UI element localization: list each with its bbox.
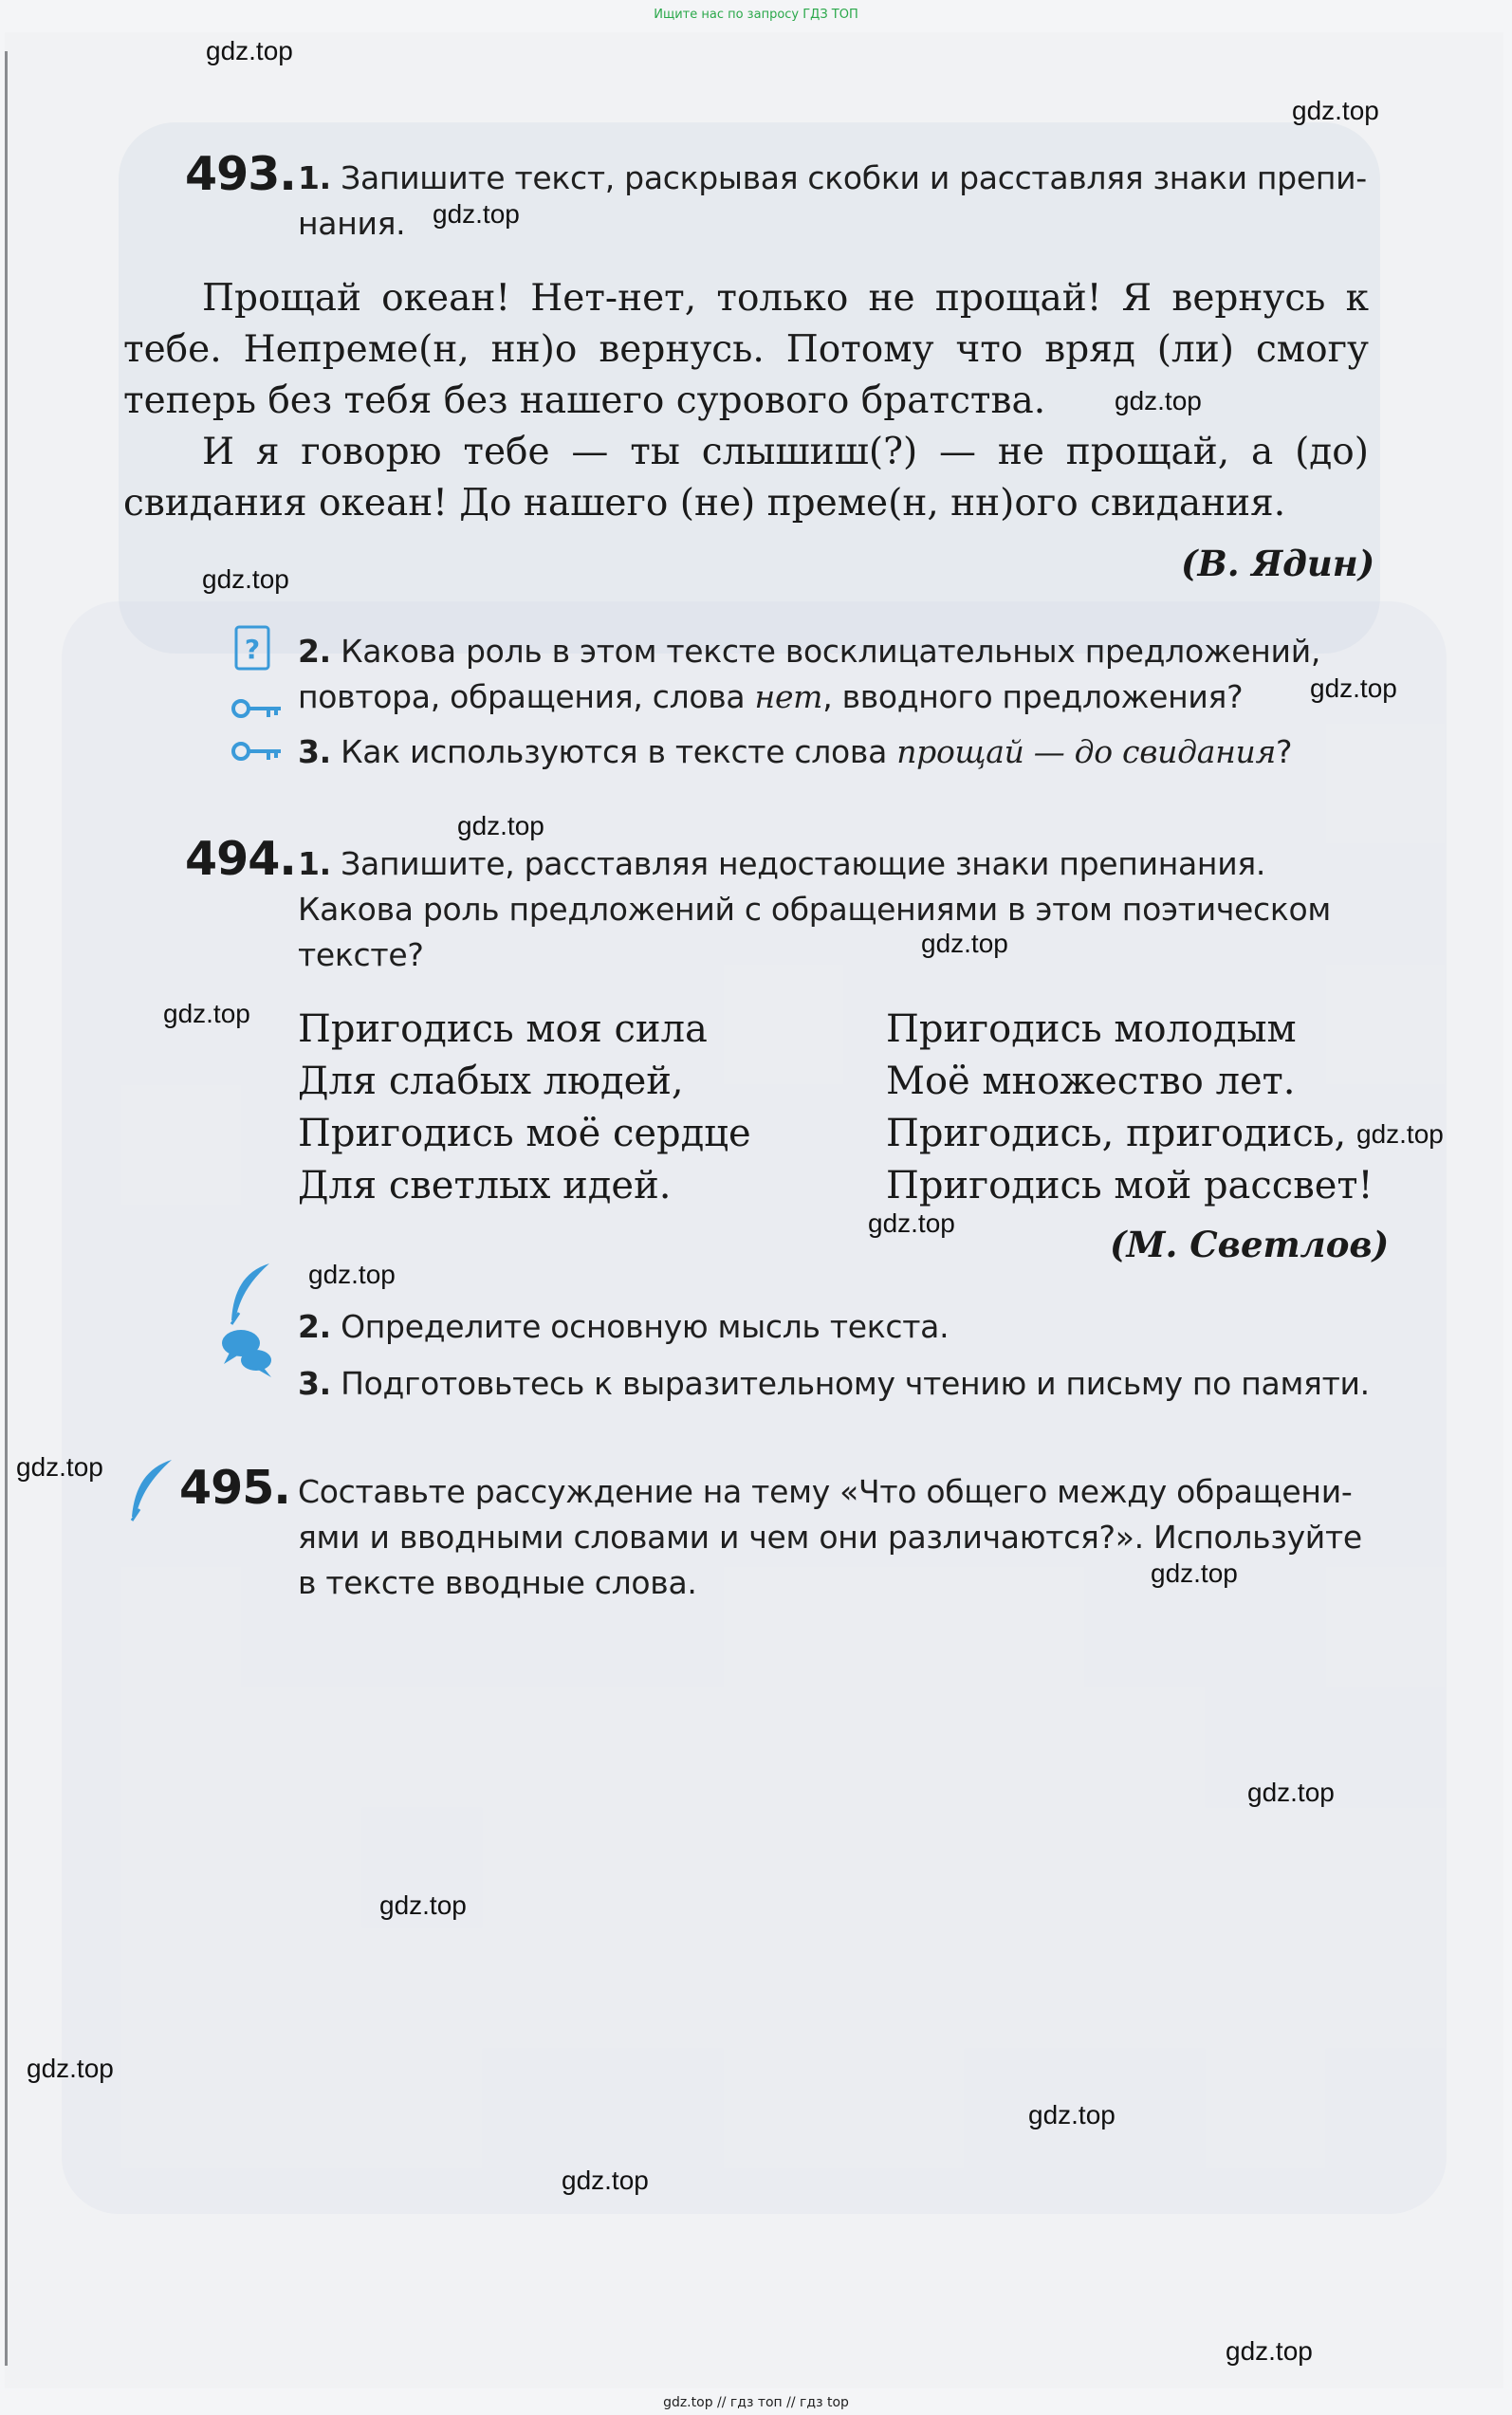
watermark[interactable]: gdz.top <box>308 1260 396 1289</box>
task-text: Как используются в тексте слова <box>341 733 897 770</box>
task-text: нания. <box>298 205 406 242</box>
exercise-number: 494. <box>185 832 296 886</box>
task-text: Запишите текст, раскрывая скобки и расставляя знаки препи- <box>341 159 1367 196</box>
watermark[interactable]: gdz.top <box>868 1208 955 1238</box>
watermark[interactable]: gdz.top <box>163 999 250 1028</box>
exercise-495-task <box>298 1469 1379 1606</box>
watermark[interactable]: gdz.top <box>1292 96 1379 125</box>
task-text: Запишите, расставляя недостающие знаки препинания. <box>341 845 1266 882</box>
task-number: 1. <box>298 159 331 196</box>
task-number: 2. <box>298 633 331 670</box>
task-number: 2. <box>298 1308 331 1345</box>
exercise-494-task3 <box>298 1361 1370 1407</box>
watermark[interactable]: gdz.top <box>202 564 289 594</box>
task-text: Определите основную мысль текста. <box>341 1308 950 1345</box>
watermark[interactable]: gdz.top <box>16 1452 103 1482</box>
author: (В. Ядин) <box>1181 543 1375 584</box>
watermark[interactable]: gdz.top <box>433 199 520 229</box>
poem-line: Для светлых идей. <box>298 1164 672 1208</box>
exercise-number: 493. <box>185 147 296 201</box>
text-line: тебе. Непреме(н, нн)о вернусь. Потому что вряд (ли) смогу <box>123 328 1369 371</box>
task-text: Какова роль в этом тексте восклицательных предложений, <box>341 633 1321 670</box>
bottom-banner: gdz.top // гдз топ // гдз top <box>663 2395 849 2410</box>
exercise-493-task3 <box>298 729 1370 775</box>
poem-stanza-right <box>886 1004 1374 1212</box>
emphasized-word: нет <box>754 678 823 715</box>
watermark[interactable]: gdz.top <box>921 929 1008 958</box>
exercise-493-task2 <box>298 629 1370 720</box>
watermark[interactable]: gdz.top <box>457 811 544 840</box>
poem-line: Пригодись моё сердце <box>298 1112 751 1155</box>
task-text: повтора, обращения, слова <box>298 678 755 715</box>
watermark[interactable]: gdz.top <box>1247 1778 1335 1807</box>
task-number: 3. <box>298 1365 331 1402</box>
watermark[interactable]: gdz.top <box>1151 1558 1238 1588</box>
poem-stanza-left <box>298 1004 751 1212</box>
watermark[interactable]: gdz.top <box>379 1890 467 1920</box>
text-line: Прощай океан! Нет-нет, только не прощай! Я вернусь к <box>202 277 1369 320</box>
poem-line: Пригодись моя сила <box>298 1007 708 1051</box>
text-line: теперь без тебя без нашего сурового братства. <box>123 379 1046 422</box>
task-number: 1. <box>298 845 331 882</box>
text-line: свидания океан! До нашего (не) преме(н, нн)ого свидания. <box>123 482 1286 525</box>
task-text: Какова роль предложений с обращениями в этом поэтическом <box>298 891 1332 928</box>
watermark[interactable]: gdz.top <box>206 36 293 65</box>
watermark[interactable]: gdz.top <box>27 2054 114 2083</box>
watermark[interactable]: gdz.top <box>562 2166 649 2195</box>
quill-pen-icon <box>226 1262 273 1328</box>
watermark[interactable]: gdz.top <box>1310 673 1397 703</box>
task-text: , вводного предложения? <box>822 678 1244 715</box>
exercise-493-task1 <box>298 156 1370 247</box>
quill-pen-icon <box>126 1458 175 1524</box>
speech-bubbles-icon <box>218 1326 275 1378</box>
svg-text:?: ? <box>244 634 261 665</box>
task-number: 3. <box>298 733 331 770</box>
task-text: Составьте рассуждение на тему «Что общего между обращени- <box>298 1473 1353 1510</box>
watermark[interactable]: gdz.top <box>1226 2336 1313 2366</box>
author: (М. Светлов) <box>1110 1224 1390 1265</box>
key-icon <box>230 694 283 723</box>
exercise-number: 495. <box>179 1461 290 1515</box>
emphasized-word: прощай — до свидания <box>896 733 1277 770</box>
poem-line: Пригодись молодым <box>886 1007 1297 1051</box>
question-book-icon <box>233 624 271 672</box>
watermark[interactable]: gdz.top <box>1115 386 1202 415</box>
task-text: ? <box>1276 733 1293 770</box>
task-text: в тексте вводные слова. <box>298 1564 697 1601</box>
watermark[interactable]: gdz.top <box>1356 1119 1444 1149</box>
task-text: Подготовьтесь к выразительному чтению и письму по памяти. <box>341 1365 1370 1402</box>
poem-line: Моё множество лет. <box>886 1060 1296 1103</box>
key-icon <box>230 737 283 765</box>
top-banner: Ищите нас по запросу ГДЗ ТОП <box>654 8 858 22</box>
exercise-494-task2 <box>298 1304 1370 1350</box>
poem-line: Пригодись мой рассвет! <box>886 1164 1374 1208</box>
poem-line: Для слабых людей, <box>298 1060 684 1103</box>
exercise-494-task1 <box>298 841 1370 978</box>
task-text: ями и вводными словами и чем они различаются?». Используйте <box>298 1519 1362 1556</box>
text-line: И я говорю тебе — ты слышиш(?) — не прощай, а (до) <box>202 431 1369 473</box>
poem-line: Пригодись, пригодись, <box>886 1112 1347 1155</box>
watermark[interactable]: gdz.top <box>1028 2100 1116 2129</box>
task-text: тексте? <box>298 936 424 973</box>
